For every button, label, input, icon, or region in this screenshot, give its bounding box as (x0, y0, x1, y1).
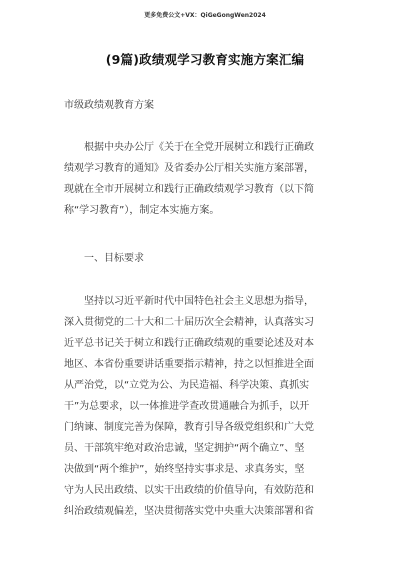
goal-heading-text: 一、目标要求 (64, 253, 144, 264)
document-title: (9篇)政绩观学习教育实施方案汇编 (105, 52, 305, 67)
body-paragraph (64, 291, 354, 522)
paragraph-line: 现就在全市开展树立和践行正确政绩观学习教育（以下简 (64, 184, 314, 195)
paragraph-line: 坚持以习近平新时代中国特色社会主义思想为指导， (64, 296, 314, 307)
paragraph-line: 称“学习教育”），制定本实施方案。 (64, 205, 220, 216)
paragraph-line: 门纳谏、制度完善为保障，教育引导各级党组织和广大党 (64, 422, 314, 433)
paragraph-line: 决做到“两个维护”，始终坚持实事求是、求真务实，坚 (64, 464, 305, 475)
intro-paragraph (64, 137, 354, 221)
paragraph-line: 员、干部筑牢绝对政治忠诚，坚定拥护“两个确立”、坚 (64, 443, 305, 454)
paragraph-line: 干”为总要求，以一体推进学查改贯通融合为抓手，以开 (64, 401, 310, 412)
paragraph-line: 深入贯彻党的二十大和二十届历次全会精神，认真落实习 (64, 317, 314, 328)
paragraph-line: 地区、本省份重要讲话重要指示精神，持之以恒推进全面 (64, 359, 314, 370)
paragraph-line: 从严治党，以“立党为公、为民造福、科学决策、真抓实 (64, 380, 310, 391)
paragraph-line: 近平总书记关于树立和践行正确政绩观的重要论述及对本 (64, 338, 314, 349)
header-note: 更多免费公文+VX：QiGeGongWen2024 (144, 12, 266, 19)
paragraph-line: 纠治政绩观偏差，坚决贯彻落实党中央重大决策部署和省 (64, 506, 314, 517)
paragraph-line: 守为人民出政绩、以实干出政绩的价值导向，有效防范和 (64, 485, 314, 496)
goal-heading (64, 248, 354, 269)
paragraph-line: 根据中央办公厅《关于在全党开展树立和践行正确政 (64, 142, 314, 153)
section-heading: 市级政绩观教育方案 (64, 100, 154, 111)
paragraph-line: 绩观学习教育的通知》及省委办公厅相关实施方案部署， (64, 163, 314, 174)
